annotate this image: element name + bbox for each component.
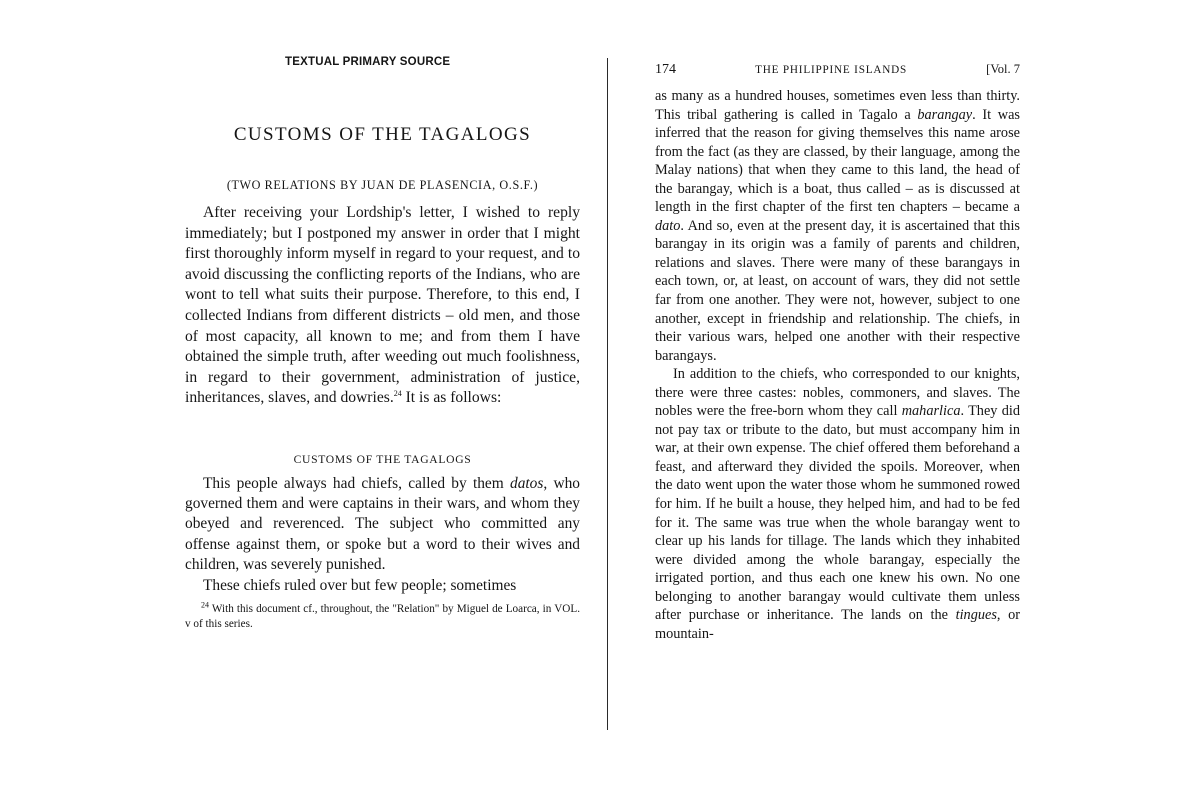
term-barangay: barangay [917, 106, 973, 123]
right-page [655, 62, 1020, 643]
term-dato: dato [655, 217, 681, 234]
term-maharlica: maharlica [901, 403, 961, 420]
footnote-ref: 24 [393, 389, 402, 399]
source-label: TEXTUAL PRIMARY SOURCE [285, 56, 451, 68]
page-number: 174 [655, 62, 676, 77]
document-title: CUSTOMS OF THE TAGALOGS [233, 124, 532, 145]
footnote: $^{24}$ With this document cf., throughout, the "Relation" by Miguel de Loarca, in VOL. v of this series. [185, 600, 580, 630]
paragraph-castes: In addition to the chiefs, who corresponded to our knights, there were three castes: nobles, commoners, and slaves. The nobles were the free-born whom they call maharlica. They did not pay tax or tribute to the dato, but must accompany him in war, at their own expense. The chief offered them beforehand a feast, and afterward they divided the spoils. Moreover, when the dato went upon the water those whom he summoned rowed for him. If he built a house, they helped him, and had to be fed for it. The same was true when the whole barangay went to clear up his lands for tillage. The lands which they inhabited were divided among the whole barangay, especially the irrigated portion, and thus each one knew his own. No one belonging to another barangay would cultivate them unless after purchase or inheritance. The lands on the tingues, or mountain- [655, 366, 1021, 642]
left-page [185, 56, 580, 631]
paragraph-chiefs: This people always had chiefs, called by them datos, who governed them and were captains in their wars, and whom they obeyed and reverenced. The subject who committed any offense against them, or spoke but a word to their wives and children, was severely punished. [185, 474, 580, 573]
page-divider [607, 58, 608, 730]
running-title: THE PHILIPPINE ISLANDS [755, 64, 908, 76]
term-datos: datos [510, 474, 544, 492]
intro-paragraph: After receiving your Lordship's letter, I wished to reply immediately; but I postponed my answer in order that I might first thoroughly inform myself in regard to your request, and to avoid discussing the conflicting reports of the Indians, who are wont to tell what suits their purpose. Therefore, to this end, I collected Indians from different districts – old men, and those of most capacity, all known to me; and from them I have obtained the simple truth, after weeding out much foolishness, in regard to their government, administration of justice, inheritances, slaves, and dowries.$^{24}$ It is as follows: [185, 204, 580, 407]
section-title: CUSTOMS OF THE TAGALOGS [293, 452, 472, 466]
document-subtitle: (TWO RELATIONS BY JUAN DE PLASENCIA, O.S.F.) [226, 178, 539, 192]
volume-label: [Vol. 7 [986, 62, 1020, 76]
paragraph-barangay: as many as a hundred houses, sometimes even less than thirty. This tribal gathering is called in Tagalo a barangay. It was inferred that the reason for giving themselves this name arose from the fact (as they are classed, by their language, among the Malay nations) that when they came to this land, the head of the barangay, which is a boat, thus called – as is discussed at length in the first chapter of the first ten chapters – became a dato. And so, even at the present day, it is ascertained that this barangay in its origin was a family of parents and children, relations and slaves. There were many of these barangays in each town, or, at least, on account of wars, they did not settle far from one another. They were not, however, subject to one another, except in friendship and relationship. The chiefs, in their various wars, helped one another with their respective barangays. [655, 88, 1020, 364]
running-head [655, 62, 1020, 78]
paragraph-rule: These chiefs ruled over but few people; sometimes [203, 576, 517, 594]
term-tingues: tingues [955, 607, 997, 624]
